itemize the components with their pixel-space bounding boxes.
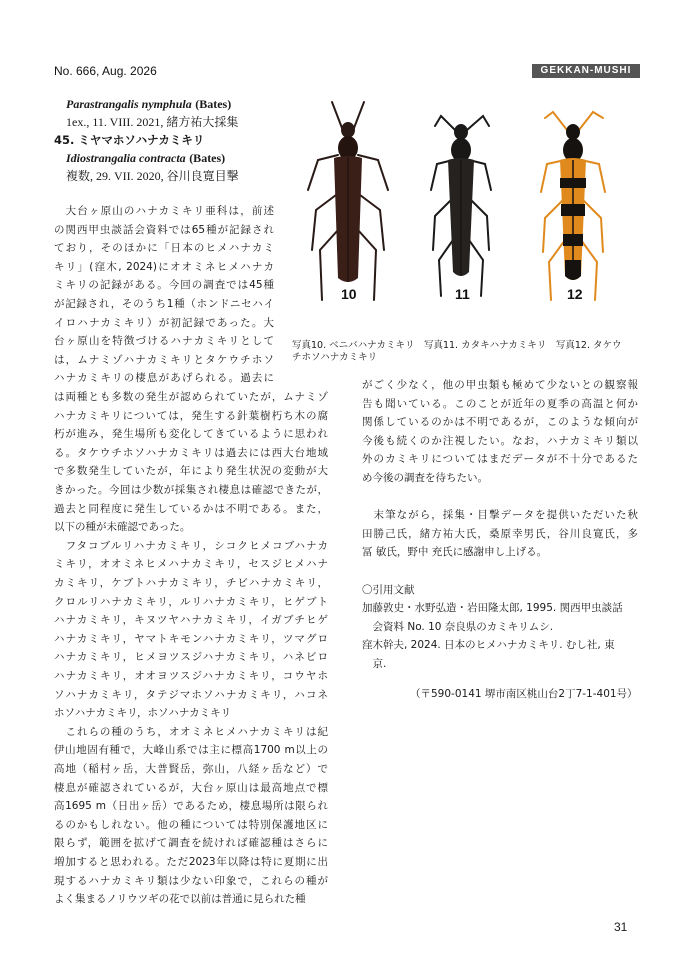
body-text-line: ており，そのほかに「日本のヒメハナカミ: [54, 242, 274, 255]
body-text-line: 加藤敦史・水野弘造・岩田隆太郎, 1995. 関西甲虫談話: [362, 602, 623, 615]
body-text-line: 会資料 No. 10 奈良県のカミキリムシ.: [362, 620, 554, 633]
body-text-line: ハナカミキリの棲息があげられる。過去に: [54, 372, 274, 385]
body-text-line: ハナカミキリについては，発生する針葉樹朽ち木の腐: [54, 409, 328, 422]
body-text-line: ソハナカミキリ，タテジマホソハナカミキリ，ハコネ: [54, 688, 328, 701]
body-text-line: るのかもしれない。他の種については特別保護地区に: [54, 818, 328, 831]
figure-label-11: 11: [455, 286, 470, 302]
body-text-line: が記録され，そのうち1種（ホンドニセハイ: [54, 298, 274, 310]
body-text-line: 京.: [362, 658, 387, 670]
body-text-line: イロハナカミキリ）が初記録であった。大: [54, 316, 274, 329]
body-text-line: フタコブルリハナカミキリ，シコクヒメコブハナカ: [54, 539, 328, 552]
body-text-line: は両種とも多数の発生が認められていたが，ムナミゾ: [54, 391, 328, 403]
body-text-line: 限らず，範囲を拡げて調査を続ければ確認種はさらに: [54, 837, 328, 850]
record-44-name: [66, 97, 231, 112]
figure-label-10: 10: [341, 286, 357, 302]
body-text-line: め今後の調査を待ちたい。: [362, 472, 488, 484]
body-text-line: ミキリ，オオミネヒメハナカミキリ，セスジヒメハナ: [54, 558, 328, 571]
body-text-line: ハナカミキリ，ヤマトキモンハナカミキリ，ツマグロ: [54, 632, 328, 645]
record-44-genus: Parastrangalis nymphula: [66, 97, 192, 111]
body-text-line: 高1695 m（日出ヶ岳）であるため，棲息場所は限られ: [54, 800, 328, 813]
body-text-line: 大台ヶ原山のハナカミキリ亜科は，前述: [54, 205, 274, 217]
body-text-line: よく集まるノリウツギの花で以前は普通に見られた種: [54, 893, 306, 906]
body-text-line: 棲息が確認されているが，大台ヶ原山は最高地点で標: [54, 781, 328, 794]
journal-name-bar: GEKKAN-MUSHI: [532, 64, 640, 78]
body-text-line: 告も聞いている。このことが近年の夏季の高温と何か: [362, 397, 638, 410]
body-text-line: 過去と同程度に発生しているかは不明である。また，: [54, 502, 328, 515]
body-text-line: 伊山地固有種で，大峰山系では主に標高1700 m以上の: [54, 744, 328, 757]
record-45-author: (Bates): [189, 151, 226, 165]
figure-caption-line-2: チホソハナカミキリ: [292, 352, 378, 363]
body-text-line: これらの種のうち，オオミネヒメハナカミキリは紀: [54, 725, 328, 738]
body-text-line: 朽が進み，発生場所も変化してきているように思われ: [54, 428, 328, 441]
body-text-line: 冨 敏氏，野中 充氏に感謝申し上げる。: [362, 546, 548, 559]
body-text-line: ホソハナカミキリ，ホソハナカミキリ: [54, 707, 232, 720]
body-text-line: ハナカミキリ，ヒメヨツスジハナカミキリ，ハネビロ: [54, 651, 328, 664]
record-44-author: (Bates): [195, 97, 232, 111]
body-text-line: がごく少なく，他の甲虫類も極めて少ないとの観察報: [362, 379, 638, 391]
body-text-line: ハナカミキリ，キヌツヤハナカミキリ，イガブチヒゲ: [54, 614, 328, 627]
figure-caption-line-1: 写真10. ベニバハナカミキリ 写真11. カタキハナカミキリ 写真12. タケウ: [292, 340, 622, 351]
body-text-line: 外のカミキリについてはまだデータが不十分であるた: [362, 453, 638, 466]
body-text-line: 台ヶ原山を特徴づけるハナカミキリとして: [54, 335, 274, 348]
body-text-line: 現するハナカミキリ類は少ない印象で，これらの種が: [54, 874, 328, 887]
body-text-line: の関西甲虫談話会資料では65種が記録され: [54, 223, 274, 236]
body-text-line: は，ムナミゾハナカミキリとタケウチホソ: [54, 353, 274, 366]
figure-label-12: 12: [567, 286, 583, 302]
body-text-line: 〇引用文献: [362, 583, 415, 596]
record-45-heading: 45. ミヤマホソハナカミキリ: [54, 133, 205, 147]
body-text-line: 関係しているのかは不明であるが，このような傾向が: [362, 416, 638, 429]
body-text-line: 高地（稲村ヶ岳，大普賢岳，弥山，八経ヶ岳など）で: [54, 763, 328, 775]
record-45-genus: Idiostrangalia contracta: [66, 151, 186, 165]
record-45-name: [66, 151, 225, 166]
record-45-data: 複数, 29. VII. 2020, 谷川良寛目撃: [66, 169, 239, 183]
body-text-line: 田勝己氏，緒方祐大氏，桑原幸男氏，谷川良寛氏，多: [362, 527, 638, 540]
body-text-line: 以下の種が未確認であった。: [54, 521, 191, 534]
body-text-line: る。タケウチホソハナカミキリは過去には西大台地域: [54, 446, 328, 459]
body-text-line: で多数発生していたが，年により発生状況の変動が大: [54, 465, 328, 478]
body-text-line: 末筆ながら，採集・目撃データを提供いただいた秋: [362, 509, 638, 522]
body-text-line: 増加すると思われる。ただ2023年以降は特に夏期に出: [54, 856, 328, 868]
issue-label: No. 666, Aug. 2026: [54, 64, 157, 78]
record-44-data: 1ex., 11. VIII. 2021, 緒方祐大採集: [66, 115, 239, 129]
body-text-line: きかった。今回は少数が採集され棲息は確認できたが，: [54, 484, 328, 496]
body-text-line: カミキリ，ケブトハナカミキリ，チビハナカミキリ，: [54, 577, 328, 589]
author-address: （〒590-0141 堺市南区桃山台2丁7-1-401号）: [410, 688, 638, 700]
body-text-line: 今後も続くのか注視したい。なお，ハナカミキリ類以: [362, 434, 638, 447]
body-text-line: ミキリの記録がある。今回の調査では45種: [54, 279, 274, 292]
page-number: 31: [614, 920, 628, 934]
body-text-line: キリ」(窪木, 2024)にオオミネヒメハナカ: [54, 260, 274, 273]
body-text-line: ハナカミキリ，オオヨツスジハナカミキリ，コウヤホ: [54, 670, 328, 682]
body-text-line: 窪木幹夫, 2024. 日本のヒメハナカミキリ. むし社, 東: [362, 639, 615, 652]
body-text-line: クロルリハナカミキリ，ルリハナカミキリ，ヒゲブト: [54, 595, 328, 608]
